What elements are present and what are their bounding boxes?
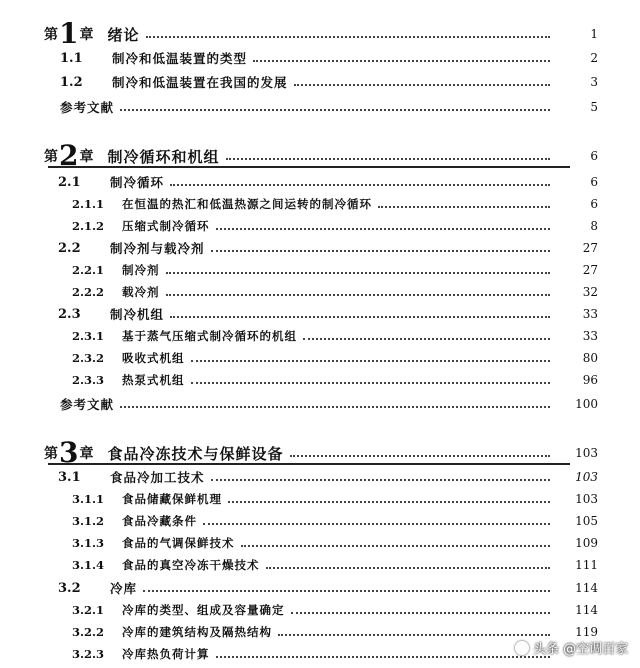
leader-dots <box>191 360 551 362</box>
section-title: 冷库的类型、组成及容量确定 <box>122 603 285 617</box>
section-title: 压缩式制冷循环 <box>122 219 210 233</box>
page-number: 27 <box>582 241 598 255</box>
section-title: 食品冷藏条件 <box>122 514 197 528</box>
chapter-title: 制冷循环和机组 <box>107 147 220 166</box>
section-number: 3.1.2 <box>72 514 105 528</box>
section-number: 3.1.3 <box>72 536 105 550</box>
leader-dots <box>211 479 550 481</box>
section-title: 制冷和低温装置在我国的发展 <box>112 75 288 90</box>
section-title: 吸收式机组 <box>122 351 185 365</box>
section-title: 制冷剂 <box>122 263 160 277</box>
references-title: 参考文献 <box>60 397 115 412</box>
toc-entry[interactable] <box>0 72 640 92</box>
chapter-number: 1 <box>59 17 79 50</box>
section-title: 食品的真空冷冻干燥技术 <box>122 558 260 572</box>
page-number: 103 <box>575 470 598 484</box>
section-title: 制冷剂与载冷剂 <box>110 241 205 256</box>
section-title: 制冷机组 <box>110 307 165 322</box>
toc-entry[interactable] <box>0 282 640 302</box>
leader-dots <box>290 455 551 457</box>
watermark <box>515 638 628 657</box>
leader-dots <box>203 523 550 525</box>
toc-entry[interactable] <box>0 172 640 192</box>
toc-entry[interactable] <box>0 511 640 531</box>
section-number: 3.2.3 <box>72 647 105 661</box>
page-number: 119 <box>575 625 598 639</box>
section-title: 基于蒸气压缩式制冷循环的机组 <box>122 329 297 343</box>
page-number: 3 <box>590 75 598 89</box>
section-number: 3.2.1 <box>72 603 105 617</box>
section-title: 载冷剂 <box>122 285 160 299</box>
section-number: 2.1.2 <box>72 219 105 233</box>
toc-references[interactable] <box>0 97 640 117</box>
chapter-number: 2 <box>59 139 79 172</box>
section-title: 冷库 <box>110 581 138 596</box>
chapter-1-heading[interactable] <box>0 17 640 50</box>
page-number: 103 <box>575 492 598 506</box>
toc-entry[interactable] <box>0 600 640 620</box>
chapter-suffix: 章 <box>79 446 94 462</box>
section-title: 冷库的建筑结构及隔热结构 <box>122 625 272 639</box>
page-number: 6 <box>590 197 598 211</box>
leader-dots <box>253 60 550 62</box>
section-number: 2.2.1 <box>72 263 105 277</box>
toc-entry[interactable] <box>0 555 640 575</box>
toc-entry[interactable] <box>0 326 640 346</box>
chapter-prefix: 第 <box>44 27 58 43</box>
section-number: 3.2.2 <box>72 625 105 639</box>
page-number: 6 <box>590 175 598 189</box>
chapter-suffix: 章 <box>79 27 94 43</box>
page-number: 5 <box>590 100 598 114</box>
leader-dots <box>166 272 551 274</box>
page-number: 8 <box>590 219 598 233</box>
section-number: 2.3.1 <box>72 329 105 343</box>
section-number: 2.2.2 <box>72 285 105 299</box>
section-number: 1.2 <box>60 74 83 90</box>
chapter-prefix: 第 <box>44 446 58 462</box>
section-title: 食品储藏保鲜机理 <box>122 492 222 506</box>
page-number: 27 <box>582 263 598 277</box>
page-number: 103 <box>575 446 598 460</box>
toc-entry[interactable] <box>0 260 640 280</box>
page-number: 80 <box>582 351 598 365</box>
watermark-text: 头条 @空调百家 <box>533 642 629 657</box>
page-number: 32 <box>582 285 598 299</box>
leader-dots <box>303 338 550 340</box>
leader-dots <box>216 656 551 658</box>
section-number: 3.1.1 <box>72 492 105 506</box>
leader-dots <box>266 567 551 569</box>
leader-dots <box>216 228 551 230</box>
chapter-3-heading[interactable] <box>0 436 640 469</box>
chapter-prefix: 第 <box>44 149 58 165</box>
chapter-divider <box>48 166 570 168</box>
section-title: 制冷和低温装置的类型 <box>112 51 248 66</box>
toc-entry[interactable] <box>0 467 640 487</box>
chapter-title: 绪论 <box>107 25 140 44</box>
leader-dots <box>146 36 551 38</box>
toc-entry[interactable] <box>0 370 640 390</box>
leader-dots <box>120 406 550 408</box>
leader-dots <box>378 206 550 208</box>
toc-entry[interactable] <box>0 304 640 324</box>
toc-entry[interactable] <box>0 194 640 214</box>
leader-dots <box>170 316 550 318</box>
section-title: 制冷循环 <box>110 175 165 190</box>
toc-entry[interactable] <box>0 216 640 236</box>
leader-dots <box>291 612 551 614</box>
section-number: 2.1.1 <box>72 197 105 211</box>
section-title: 热泵式机组 <box>122 373 185 387</box>
chapter-suffix: 章 <box>79 149 94 165</box>
toc-entry[interactable] <box>0 238 640 258</box>
section-number: 2.3 <box>58 306 81 322</box>
leader-dots <box>120 109 550 111</box>
page-number: 109 <box>575 536 598 550</box>
leader-dots <box>170 184 550 186</box>
page-number: 114 <box>575 581 598 595</box>
toc-entry[interactable] <box>0 489 640 509</box>
leader-dots <box>211 250 550 252</box>
page-number: 2 <box>590 51 598 65</box>
section-number: 3.1 <box>58 469 81 485</box>
section-number: 2.1 <box>58 174 81 190</box>
leader-dots <box>191 382 551 384</box>
section-number: 1.1 <box>60 50 83 66</box>
page-number: 111 <box>575 558 598 572</box>
section-number: 3.1.4 <box>72 558 105 572</box>
page-number: 96 <box>582 373 598 387</box>
section-number: 2.3.2 <box>72 351 105 365</box>
page-number: 114 <box>575 603 598 617</box>
chapter-divider <box>48 463 570 465</box>
section-title: 冷库热负荷计算 <box>122 647 210 661</box>
page-number: 6 <box>590 149 598 163</box>
page-number: 33 <box>582 329 598 343</box>
toc-entry[interactable] <box>0 48 640 68</box>
leader-dots <box>278 634 550 636</box>
leader-dots <box>226 158 551 160</box>
chapter-2-heading[interactable] <box>0 139 640 172</box>
toc-entry[interactable] <box>0 533 640 553</box>
toc-references[interactable] <box>0 394 640 414</box>
toc-entry[interactable] <box>0 348 640 368</box>
toutiao-logo-icon <box>515 641 529 655</box>
leader-dots <box>143 590 550 592</box>
references-title: 参考文献 <box>60 100 115 115</box>
section-number: 2.3.3 <box>72 373 105 387</box>
section-title: 在恒温的热汇和低温热源之间运转的制冷循环 <box>122 197 372 211</box>
leader-dots <box>228 501 550 503</box>
page-number: 100 <box>575 397 598 411</box>
leader-dots <box>241 545 551 547</box>
leader-dots <box>294 84 550 86</box>
chapter-number: 3 <box>59 436 79 469</box>
section-title: 食品冷加工技术 <box>110 470 205 485</box>
section-title: 食品的气调保鲜技术 <box>122 536 235 550</box>
page-number: 1 <box>590 27 598 41</box>
section-number: 3.2 <box>58 580 81 596</box>
page-number: 33 <box>582 307 598 321</box>
toc-entry[interactable] <box>0 578 640 598</box>
section-number: 2.2 <box>58 240 81 256</box>
leader-dots <box>166 294 551 296</box>
chapter-title: 食品冷冻技术与保鲜设备 <box>107 444 284 463</box>
page-number: 105 <box>575 514 598 528</box>
